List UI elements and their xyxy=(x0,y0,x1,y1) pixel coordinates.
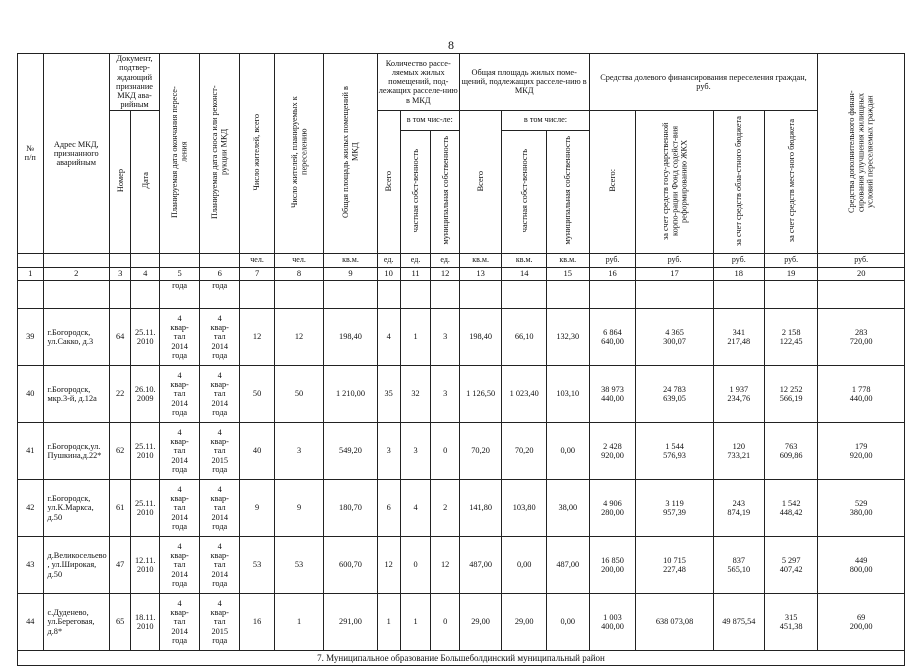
unit-cell: кв.м. xyxy=(547,253,590,267)
header-count-total: Всего xyxy=(384,170,394,191)
cell-f-extra: 449 800,00 xyxy=(818,536,905,593)
cell-f-local: 763 609,86 xyxy=(764,422,817,479)
cell-f-local: 5 297 407,42 xyxy=(764,536,817,593)
column-number: 14 xyxy=(502,267,547,280)
cell-cnt-priv: 3 xyxy=(400,422,431,479)
cell-cnt-priv: 1 xyxy=(400,593,431,650)
cell-to-resettle: 12 xyxy=(274,308,323,365)
cell-f-total: 2 428 920,00 xyxy=(589,422,636,479)
cell-addr: г.Богородск, ул.Сакко, д.3 xyxy=(43,308,109,365)
cell-doc-no: 65 xyxy=(109,593,130,650)
page-number: 8 xyxy=(448,38,454,52)
table-row xyxy=(18,479,905,536)
header-funds-local: за счет средств мест-ного бюджета xyxy=(786,119,796,243)
cell-area: 600,70 xyxy=(324,536,377,593)
cell-doc-no: 61 xyxy=(109,479,130,536)
units-row xyxy=(18,253,905,267)
cell-ar-priv: 29,00 xyxy=(502,593,547,650)
cell-cnt-mun: 2 xyxy=(431,479,459,536)
cell-f-local: 12 252 566,19 xyxy=(764,365,817,422)
column-number: 8 xyxy=(274,267,323,280)
cell-f-extra: 69 200,00 xyxy=(818,593,905,650)
cell-addr: г.Богородск, ул.К.Маркса, д.50 xyxy=(43,479,109,536)
header-funds-local-cell xyxy=(764,110,817,253)
cell-ar-total: 70,20 xyxy=(459,422,502,479)
cell-f-total: 1 003 400,00 xyxy=(589,593,636,650)
column-number: 16 xyxy=(589,267,636,280)
cell-ar-mun: 0,00 xyxy=(547,593,590,650)
header-to-resettle-cell xyxy=(274,54,323,254)
cell-cnt-mun: 0 xyxy=(431,593,459,650)
column-number: 12 xyxy=(431,267,459,280)
unit-cell: ед. xyxy=(377,253,400,267)
header-area-municipal-cell xyxy=(547,130,590,253)
cell-cnt-mun: 3 xyxy=(431,365,459,422)
column-number: 4 xyxy=(131,267,160,280)
header-count-private: частная собст-венность xyxy=(410,149,420,233)
header-document-group: Документ, подтвер- ждающий признание МКД ава- рийным xyxy=(109,54,159,111)
cell-f-fund: 1 544 576,93 xyxy=(636,422,713,479)
column-number: 3 xyxy=(109,267,130,280)
cell-f-region: 341 217,48 xyxy=(713,308,764,365)
unit-cell: ед. xyxy=(400,253,431,267)
header-row-1 xyxy=(18,54,905,111)
cell-cnt-total: 12 xyxy=(377,536,400,593)
table-row xyxy=(18,308,905,365)
cell-cnt-priv: 32 xyxy=(400,365,431,422)
column-number: 15 xyxy=(547,267,590,280)
cell-ar-priv: 103,80 xyxy=(502,479,547,536)
header-row-2 xyxy=(18,110,905,130)
column-number: 1 xyxy=(18,267,44,280)
cell-f-local: 315 451,38 xyxy=(764,593,817,650)
header-area-private-cell xyxy=(502,130,547,253)
unit-cell: кв.м. xyxy=(459,253,502,267)
cell-cnt-mun: 0 xyxy=(431,422,459,479)
table-row xyxy=(18,422,905,479)
cell-f-local: 1 542 448,42 xyxy=(764,479,817,536)
header-area-cell xyxy=(324,54,377,254)
column-number: 5 xyxy=(160,267,200,280)
cell-ar-total: 487,00 xyxy=(459,536,502,593)
cell-doc-date: 25.11. 2010 xyxy=(131,479,160,536)
cell-doc-date: 25.11. 2010 xyxy=(131,422,160,479)
header-count-total-cell xyxy=(377,110,400,253)
cell-f-total: 4 906 280,00 xyxy=(589,479,636,536)
cell-n: 39 xyxy=(18,308,44,365)
header-demolish-date: Планируемая дата сноса или реконст-рукции МКД xyxy=(210,85,229,220)
header-funds-fund: за счет средств госу-дарственной корпо-рации Фонд содейст-вия реформированию ЖКХ xyxy=(660,121,689,240)
unit-cell: кв.м. xyxy=(324,253,377,267)
cell-ar-total: 141,80 xyxy=(459,479,502,536)
header-address: Адрес МКД, признанного аварийным xyxy=(43,54,109,254)
cell-residents: 50 xyxy=(240,365,275,422)
cell-addr: г.Богородск,ул. Пушкина,д.22* xyxy=(43,422,109,479)
column-number: 7 xyxy=(240,267,275,280)
header-count-incl: в том чис-ле: xyxy=(400,110,459,130)
cell-addr: с.Дуденево, ул.Береговая, д.8* xyxy=(43,593,109,650)
cell-ar-priv: 0,00 xyxy=(502,536,547,593)
cell-cnt-total: 35 xyxy=(377,365,400,422)
header-doc-number-cell xyxy=(109,110,130,253)
cell-ar-priv: 70,20 xyxy=(502,422,547,479)
cell-addr: г.Богородск, мкр.3-й, д.12а xyxy=(43,365,109,422)
cell-area: 1 210,00 xyxy=(324,365,377,422)
header-area-private: частная собст-венность xyxy=(519,149,529,233)
cell-f-fund: 4 365 300,07 xyxy=(636,308,713,365)
cell-ar-priv: 1 023,40 xyxy=(502,365,547,422)
cell-doc-date: 26.10. 2009 xyxy=(131,365,160,422)
cell-f-extra: 283 720,00 xyxy=(818,308,905,365)
column-number: 20 xyxy=(818,267,905,280)
cell-f-region: 837 565,10 xyxy=(713,536,764,593)
cell-f-region: 120 733,21 xyxy=(713,422,764,479)
cell-demolish: 4 квар- тал 2014 года xyxy=(200,308,240,365)
cell-f-total: 16 850 200,00 xyxy=(589,536,636,593)
header-funds-region-cell xyxy=(713,110,764,253)
header-count-municipal-cell xyxy=(431,130,459,253)
cell-resettle: 4 квар- тал 2014 года xyxy=(160,308,200,365)
unit-cell: руб. xyxy=(818,253,905,267)
cell-ar-mun: 0,00 xyxy=(547,422,590,479)
cell-f-fund: 638 073,08 xyxy=(636,593,713,650)
cell-addr: д.Великосельево , ул.Широкая, д.50 xyxy=(43,536,109,593)
header-resettle-date-cell xyxy=(160,54,200,254)
table-row xyxy=(18,365,905,422)
cell-ar-total: 29,00 xyxy=(459,593,502,650)
column-number: 6 xyxy=(200,267,240,280)
cell-demolish: 4 квар- тал 2014 года xyxy=(200,536,240,593)
column-number: 13 xyxy=(459,267,502,280)
carryover-demolish-date: года xyxy=(200,280,240,308)
cell-cnt-total: 6 xyxy=(377,479,400,536)
cell-f-region: 243 874,19 xyxy=(713,479,764,536)
header-demolish-date-cell xyxy=(200,54,240,254)
column-number: 18 xyxy=(713,267,764,280)
carryover-resettle-date: года xyxy=(160,280,200,308)
cell-cnt-priv: 1 xyxy=(400,308,431,365)
cell-n: 41 xyxy=(18,422,44,479)
unit-cell: кв.м. xyxy=(502,253,547,267)
cell-resettle: 4 квар- тал 2014 года xyxy=(160,593,200,650)
column-number: 17 xyxy=(636,267,713,280)
unit-cell: руб. xyxy=(713,253,764,267)
cell-doc-date: 18.11. 2010 xyxy=(131,593,160,650)
cell-demolish: 4 квар- тал 2015 года xyxy=(200,422,240,479)
header-count-private-cell xyxy=(400,130,431,253)
header-funds-group: Средства долевого финансирования переселения граждан, руб. xyxy=(589,54,818,111)
header-to-resettle: Число жителей, планируемых к переселению xyxy=(289,96,309,209)
unit-cell: чел. xyxy=(274,253,323,267)
cell-resettle: 4 квар- тал 2014 года xyxy=(160,536,200,593)
unit-cell: руб. xyxy=(636,253,713,267)
cell-resettle: 4 квар- тал 2014 года xyxy=(160,422,200,479)
cell-doc-date: 12.11. 2010 xyxy=(131,536,160,593)
cell-ar-total: 1 126,50 xyxy=(459,365,502,422)
cell-n: 44 xyxy=(18,593,44,650)
cell-cnt-mun: 12 xyxy=(431,536,459,593)
header-area-total: Всего xyxy=(475,170,485,191)
header-funds-region: за счет средств обла-стного бюджета xyxy=(734,115,744,246)
header-number: № п/п xyxy=(18,54,44,254)
unit-cell: чел. xyxy=(240,253,275,267)
header-area-total-cell xyxy=(459,110,502,253)
cell-to-resettle: 53 xyxy=(274,536,323,593)
cell-doc-no: 62 xyxy=(109,422,130,479)
table-row xyxy=(18,593,905,650)
cell-f-extra: 1 778 440,00 xyxy=(818,365,905,422)
header-area-municipal: муниципальная собственность xyxy=(563,136,573,245)
cell-resettle: 4 квар- тал 2014 года xyxy=(160,365,200,422)
column-number: 19 xyxy=(764,267,817,280)
cell-cnt-total: 4 xyxy=(377,308,400,365)
header-doc-date-cell xyxy=(131,110,160,253)
header-residents: Число жителей, всего xyxy=(252,114,262,191)
cell-area: 198,40 xyxy=(324,308,377,365)
unit-cell: руб. xyxy=(589,253,636,267)
cell-ar-mun: 38,00 xyxy=(547,479,590,536)
cell-ar-total: 198,40 xyxy=(459,308,502,365)
cell-f-fund: 10 715 227,48 xyxy=(636,536,713,593)
table-row xyxy=(18,536,905,593)
header-funds-total: Всего: xyxy=(607,169,617,193)
cell-residents: 12 xyxy=(240,308,275,365)
header-area: Общая площадь жилых помещений в МКД xyxy=(341,86,360,219)
cell-ar-mun: 487,00 xyxy=(547,536,590,593)
cell-ar-priv: 66,10 xyxy=(502,308,547,365)
section-heading: 7. Муниципальное образование Большеболдинский муниципальный район xyxy=(18,650,905,665)
header-funds-total-cell xyxy=(589,110,636,253)
header-doc-number: Номер xyxy=(115,169,125,193)
cell-cnt-total: 3 xyxy=(377,422,400,479)
cell-f-extra: 529 380,00 xyxy=(818,479,905,536)
column-number: 10 xyxy=(377,267,400,280)
cell-doc-no: 64 xyxy=(109,308,130,365)
header-extra-cell xyxy=(818,54,905,254)
cell-cnt-total: 1 xyxy=(377,593,400,650)
cell-residents: 53 xyxy=(240,536,275,593)
cell-doc-no: 47 xyxy=(109,536,130,593)
cell-doc-date: 25.11. 2010 xyxy=(131,308,160,365)
cell-cnt-priv: 0 xyxy=(400,536,431,593)
cell-demolish: 4 квар- тал 2014 года xyxy=(200,365,240,422)
column-numbers-row xyxy=(18,267,905,280)
cell-to-resettle: 50 xyxy=(274,365,323,422)
unit-cell: руб. xyxy=(764,253,817,267)
cell-f-local: 2 158 122,45 xyxy=(764,308,817,365)
cell-resettle: 4 квар- тал 2014 года xyxy=(160,479,200,536)
cell-f-fund: 24 783 639,05 xyxy=(636,365,713,422)
column-number: 11 xyxy=(400,267,431,280)
cell-f-total: 6 864 640,00 xyxy=(589,308,636,365)
cell-f-region: 49 875,54 xyxy=(713,593,764,650)
header-extra-funding: Средства дополнительного финан-сирования улучшения жилищных условий переселяемых граждан xyxy=(847,91,875,214)
cell-demolish: 4 квар- тал 2015 года xyxy=(200,593,240,650)
carryover-row xyxy=(18,280,905,308)
column-number: 9 xyxy=(324,267,377,280)
cell-n: 43 xyxy=(18,536,44,593)
footer-row xyxy=(18,650,905,665)
header-residents-cell xyxy=(240,54,275,254)
header-resettle-date: Планируемая дата окончания пересе-ления xyxy=(170,86,189,219)
cell-ar-mun: 103,10 xyxy=(547,365,590,422)
cell-residents: 9 xyxy=(240,479,275,536)
cell-n: 40 xyxy=(18,365,44,422)
cell-area: 180,70 xyxy=(324,479,377,536)
cell-residents: 40 xyxy=(240,422,275,479)
cell-doc-no: 22 xyxy=(109,365,130,422)
cell-area: 291,00 xyxy=(324,593,377,650)
cell-to-resettle: 9 xyxy=(274,479,323,536)
cell-ar-mun: 132,30 xyxy=(547,308,590,365)
header-area-group: Общая площадь жилых поме-щений, подлежащих расселе-нию в МКД xyxy=(459,54,589,111)
cell-residents: 16 xyxy=(240,593,275,650)
header-area-incl: в том числе: xyxy=(502,110,589,130)
resettlement-table xyxy=(17,53,905,666)
cell-cnt-priv: 4 xyxy=(400,479,431,536)
header-count-group: Количество рассе-ляемых жилых помещений, под-лежащих расселе-нию в МКД xyxy=(377,54,459,111)
header-funds-fund-cell xyxy=(636,110,713,253)
column-number: 2 xyxy=(43,267,109,280)
cell-n: 42 xyxy=(18,479,44,536)
cell-f-region: 1 937 234,76 xyxy=(713,365,764,422)
cell-f-total: 38 973 440,00 xyxy=(589,365,636,422)
table-body xyxy=(18,308,905,650)
header-doc-date: Дата xyxy=(140,172,150,189)
cell-to-resettle: 3 xyxy=(274,422,323,479)
cell-f-fund: 3 119 957,39 xyxy=(636,479,713,536)
header-count-municipal: муниципальная собственность xyxy=(440,136,450,245)
cell-demolish: 4 квар- тал 2014 года xyxy=(200,479,240,536)
cell-f-extra: 179 920,00 xyxy=(818,422,905,479)
cell-to-resettle: 1 xyxy=(274,593,323,650)
cell-area: 549,20 xyxy=(324,422,377,479)
unit-cell: ед. xyxy=(431,253,459,267)
cell-cnt-mun: 3 xyxy=(431,308,459,365)
